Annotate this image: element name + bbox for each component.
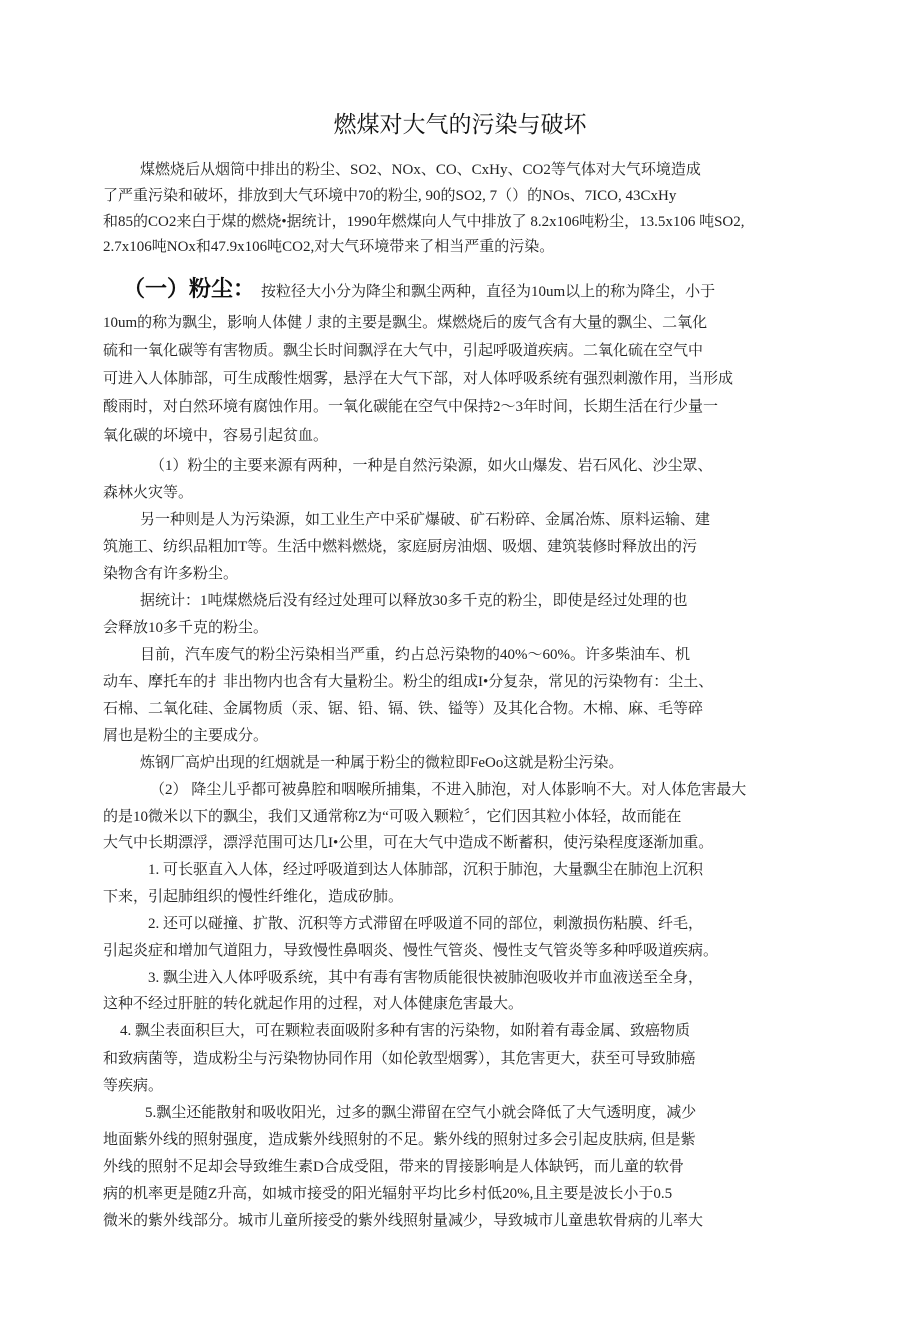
text-line	[103, 426, 328, 446]
line-text: 石棉、二氧化硅、金属物质（汞、锯、铅、镉、铁、镒等）及其化合物。木棉、麻、毛等碎	[103, 701, 704, 717]
line-text: 另一种则是人为污染源，如工业生产中采矿爆破、矿石粉碎、金属冶炼、原料运输、建	[140, 512, 711, 528]
line-text: 可进入人体肺部，可生成酸性烟雾，悬浮在大气下部，对人体呼吸系统有强烈刺激作用，当形成	[103, 371, 734, 387]
line-text: 10um的称为飘尘，影响人体健丿隶的主要是飘尘。煤燃烧后的废气含有大量的飘尘、二氧化	[103, 315, 708, 331]
text-line	[103, 941, 718, 961]
line-text: 的是10微米以下的飘尘，我们又通常称Z为“可吸入颗粒〞，它们因其粒小体轻，故而能在	[103, 809, 682, 825]
line-text: 会释放10多千克的粉尘。	[103, 620, 269, 636]
line-text: 按粒径大小分为降尘和飘尘两种，直径为10um以上的称为降尘，小于	[261, 284, 716, 300]
line-text: 煤燃烧后从烟筒中排出的粉尘、SO2、NOx、CO、CxHy、CO2等气体对大气环境造成	[140, 162, 701, 178]
line-text: （2） 降尘儿乎都可被鼻腔和咽喉所捕集，不进入肺泡，对人体影响不大。对人体危害最大	[150, 782, 747, 798]
text-line	[103, 699, 703, 719]
text-line	[103, 807, 681, 827]
line-text: 氧化碳的坏境中，容易引起贫血。	[103, 428, 329, 444]
text-line	[120, 1021, 690, 1041]
line-text: 地面紫外线的照射强度，造成紫外线照射的不足。紫外线的照射过多会引起皮肤病, 但是紫	[103, 1132, 696, 1148]
line-text: 酸雨时，对白然环境有腐蚀作用。一氧化碳能在空气中保持2～3年时间，长期生活在行少量一	[103, 399, 719, 415]
text-line	[103, 994, 523, 1014]
text-line	[123, 277, 716, 302]
line-text: 2.7x106吨NOx和47.9x106吨CO2,对大气环境带来了相当严重的污染。	[103, 239, 555, 255]
text-line	[103, 833, 713, 853]
line-text: 等疾病。	[103, 1078, 164, 1094]
line-text: 微米的紫外线部分。城市儿童所接受的紫外线照射量减少，导致城市儿童患软骨病的儿率大	[103, 1213, 704, 1229]
line-text: 1. 可长驱直入人体，经过呼吸道到达人体肺部，沉积于肺泡，大量飘尘在肺泡上沉积	[148, 862, 704, 878]
text-line	[148, 914, 703, 934]
text-line	[103, 186, 676, 206]
text-line	[103, 672, 713, 692]
text-line	[103, 341, 703, 361]
line-text: 4. 飘尘表面积巨大，可在颗粒表面吸附多种有害的污染物，如附着有毒金属、致癌物质	[120, 1023, 691, 1039]
line-text: 和致病菌等，造成粉尘与污染物协同作用（如伦敦型烟雾），其危害更大，获至可导致肺癌	[103, 1051, 696, 1067]
text-line	[103, 1211, 703, 1231]
line-text: 外线的照射不足却会导致维生素D合成受阻，带来的胃接影响是人体缺钙，而儿童的软骨	[103, 1159, 684, 1175]
line-text: 屑也是粉尘的主要成分。	[103, 728, 269, 744]
line-text: （1）粉尘的主要来源有两种，一种是自然污染源，如火山爆发、岩石风化、沙尘眾、	[150, 458, 713, 474]
line-text: 3. 飘尘进入人体呼吸系统，其中有毒有害物质能很快被肺泡吸收并市血液送至全身，	[148, 970, 704, 986]
line-text: 了严重污染和破坏，排放到大气环境中70的粉尘, 90的SO2, 7（）的NOs、7ICO, 43CxHy	[103, 188, 677, 204]
text-line	[148, 860, 703, 880]
text-line	[103, 1184, 672, 1204]
text-line	[103, 564, 238, 584]
text-line	[103, 887, 403, 907]
line-text: 和85的CO2来白于煤的燃烧•据统计，1990年燃煤向人气中排放了 8.2x106吨粉尘，13.5x106 吨SO2,	[103, 214, 745, 230]
text-line	[103, 397, 718, 417]
line-text: 下来，引起肺组织的慢性纤维化，造成矽肺。	[103, 889, 404, 905]
text-line	[140, 591, 688, 611]
text-line	[103, 1049, 696, 1069]
text-line	[140, 160, 701, 180]
text-line	[103, 483, 193, 503]
text-line	[150, 456, 713, 476]
line-text: 动车、摩托车的扌非出物内也含有大量粉尘。粉尘的组成I•分复杂，常见的污染物有：尘土、	[103, 674, 714, 690]
line-text: 染物含有许多粉尘。	[103, 566, 239, 582]
text-line	[140, 510, 710, 530]
line-text: 引起炎症和增加气道阻力，导致慢性鼻咽炎、慢性气管炎、慢性支气管炎等多种呼吸道疾病。	[103, 943, 719, 959]
text-line	[103, 537, 697, 557]
text-line	[103, 1157, 684, 1177]
line-text: 炼钢厂高炉出现的红烟就是一种属于粉尘的微粒即FeOo这就是粉尘污染。	[140, 755, 624, 771]
line-text: 硫和一氧化碳等有害物质。飘尘长时间飘浮在大气中，引起呼吸道疾病。二氧化硫在空气中	[103, 343, 704, 359]
text-line	[103, 313, 707, 333]
line-text: 据统计：1吨煤燃烧后没有经过处理可以释放30多千克的粉尘，即使是经过处理的也	[140, 593, 688, 609]
line-text: 2. 还可以碰撞、扩散、沉积等方式滞留在呼吸道不同的部位，刺激损伤粘膜、纤毛，	[148, 916, 704, 932]
line-text: 森林火灾等。	[103, 485, 194, 501]
text-line	[103, 618, 268, 638]
line-text: 大气中长期漂浮，漂浮范围可达几I•公里，可在大气中造成不断蓄积，使污染程度逐渐加重。	[103, 835, 714, 851]
text-line	[140, 753, 623, 773]
line-text: 病的机率更是随Z升高，如城市接受的阳光辐射平均比乡村低20%,且主要是波长小于0.5	[103, 1186, 673, 1202]
text-line	[103, 726, 268, 746]
section-heading: （一）粉尘：	[123, 277, 256, 302]
text-line	[103, 212, 745, 232]
text-line	[103, 1076, 163, 1096]
text-line	[150, 780, 746, 800]
line-text: 筑施工、纺织品粗加T等。生活中燃料燃烧，家庭厨房油烟、吸烟、建筑装修时释放出的污	[103, 539, 698, 555]
text-line	[103, 1130, 696, 1150]
line-text: 5.飘尘还能散射和吸收阳光，过多的飘尘滞留在空气小就会降低了大气透明度，减少	[145, 1105, 697, 1121]
line-text: 这种不经过肝脏的转化就起作用的过程，对人体健康危害最大。	[103, 996, 524, 1012]
text-line	[145, 1103, 696, 1123]
text-line	[148, 968, 703, 988]
text-line	[103, 369, 733, 389]
line-text: 目前，汽车废气的粉尘污染相当严重，约占总污染物的40%～60%。许多柴油车、机	[140, 647, 690, 663]
text-line	[140, 645, 690, 665]
text-line	[103, 237, 554, 257]
document-title: 燃煤对大气的污染与破坏	[333, 112, 587, 138]
